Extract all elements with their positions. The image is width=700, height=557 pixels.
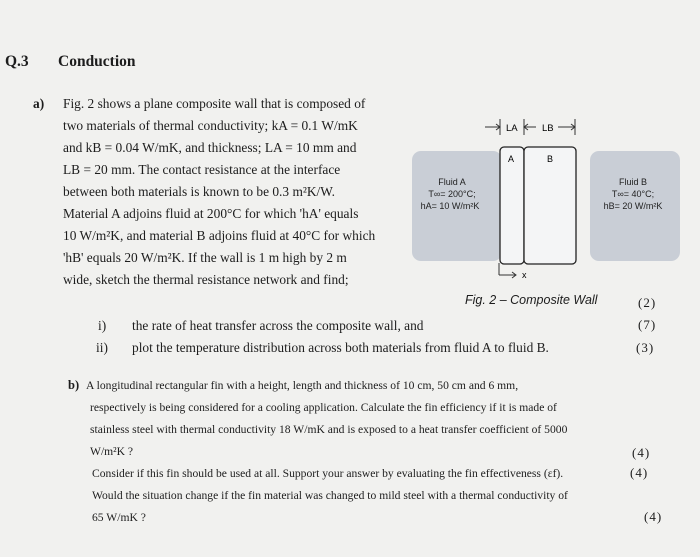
- part-a-line: Material A adjoins fluid at 200°C for which 'hA' equals: [63, 206, 359, 221]
- part-a-line: 'hB' equals 20 W/m²K. If the wall is 1 m high by 2 m: [63, 250, 347, 265]
- part-b-line: Would the situation change if the fin material was changed to mild steel with a thermal conductivity of: [92, 489, 568, 502]
- part-a-line: between both materials is known to be 0.3 m²K/W.: [63, 184, 336, 199]
- marks-part-b-3: (4): [644, 509, 663, 524]
- part-a-label: a): [33, 96, 45, 111]
- marks-part-b-1: (4): [632, 445, 651, 460]
- wall-b: [524, 147, 576, 264]
- part-b-line: 65 W/mK ?: [92, 511, 146, 524]
- marks-item-i: (7): [638, 317, 657, 332]
- wall-b-label: B: [547, 154, 554, 164]
- part-a-line: wide, sketch the thermal resistance network and find;: [63, 272, 349, 287]
- wall-a: [500, 147, 524, 264]
- item-i-text: the rate of heat transfer across the composite wall, and: [132, 318, 424, 333]
- part-a-line: and kB = 0.04 W/mK, and thickness; LA = 10 mm and: [63, 140, 357, 155]
- fluid-b-name: Fluid B: [618, 177, 648, 187]
- fluid-b-coefficient: hB= 20 W/m²K: [603, 201, 663, 211]
- part-b-line: Consider if this fin should be used at all. Support your answer by evaluating the fin effectiveness (εf).: [92, 467, 564, 480]
- dimension-la-label: LA: [506, 123, 518, 134]
- marks-part-a: (2): [638, 295, 657, 310]
- part-b-line: respectively is being considered for a cooling application. Calculate the fin efficiency if it is made of: [90, 401, 557, 414]
- part-b-line: A longitudinal rectangular fin with a height, length and thickness of 10 cm, 50 cm and 6 mm,: [86, 379, 519, 392]
- question-number: Q.3: [5, 53, 29, 70]
- part-a-line: Fig. 2 shows a plane composite wall that is composed of: [63, 96, 366, 111]
- part-a-line: LB = 20 mm. The contact resistance at the interface: [63, 162, 341, 177]
- part-a-text: [63, 93, 375, 291]
- item-ii-number: ii): [96, 340, 108, 355]
- wall-a-label: A: [508, 154, 515, 164]
- part-b-line: W/m²K ?: [90, 445, 134, 458]
- x-axis-arrow: [499, 263, 516, 278]
- question-title: Conduction: [58, 53, 136, 70]
- figure-caption: Fig. 2 – Composite Wall: [465, 293, 598, 307]
- part-a-line: two materials of thermal conductivity; kA = 0.1 W/mK: [63, 118, 358, 133]
- fluid-a-coefficient: hA= 10 W/m²K: [420, 201, 480, 211]
- fluid-b-temperature: T∞= 40°C;: [611, 189, 655, 199]
- fluid-a-name: Fluid A: [438, 177, 466, 187]
- dimension-arrows: [485, 119, 575, 135]
- dimension-lb-label: LB: [542, 123, 554, 134]
- fluid-a-temperature: T∞= 200°C;: [428, 189, 476, 199]
- part-b-label: b): [68, 378, 80, 392]
- item-ii-text: plot the temperature distribution across both materials from fluid A to fluid B.: [132, 340, 549, 355]
- composite-wall-figure: [400, 105, 690, 290]
- x-axis-label: x: [522, 270, 527, 280]
- part-a-line: 10 W/m²K, and material B adjoins fluid at 40°C for which: [63, 228, 376, 243]
- part-b-line: stainless steel with thermal conductivity 18 W/mK and is exposed to a heat transfer coefficient of 5000: [90, 423, 568, 436]
- marks-part-b-2: (4): [630, 465, 649, 480]
- item-i-number: i): [98, 318, 107, 333]
- marks-item-ii: (3): [636, 340, 655, 355]
